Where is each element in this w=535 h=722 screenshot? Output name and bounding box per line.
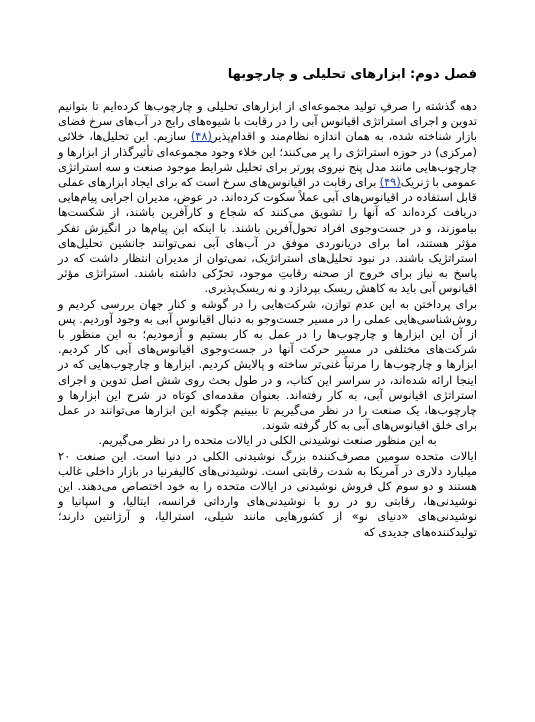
paragraph-2: برای پرداختن به این عدم توازن، شرکت‌هایی را در گوشه و کنار جهان بررسی کردیم و روش‌شناسی‌هایی عملی را در مسیر جست‌وجو به دنبال اقیانوس آبی به وجود آوردیم. پس از آن این ابزارها و چارچوب‌ها را در عمل به کار بستیم و آزمودیم؛ به این منظور با شرکت‌های مختلفی در مسیر حرکت آنها در جست‌وجوی اقیانوس‌های آبی کار کردیم. ابزارها و چارچوب‌ها را مرتباً غنی‌تر ساخته و پالایش کردیم. ابزارها و چارچوب‌هایی که در اینجا ارائه شده‌اند، در سراسر این کتاب، و در طول بحث روی شش اصل تدوین و اجرای استراتژی اقیانوس آبی، به کار رفته‌اند. بعنوان مقدمه‌ای کوتاه در شرح این ابزارها و چارچوب‌ها، یک صنعت را در نظر می‌گیریم تا ببینیم چگونه این ابزارها می‌توانند در عمل برای خلق اقیانوس‌های آبی به کار گرفته شوند.	[58, 296, 477, 433]
chapter-heading: فصل دوم: ابزارهای تحلیلی و چارچوبها	[227, 67, 477, 82]
paragraph-4: ایالات متحده سومین مصرف‌کننده بزرگ نوشیدنی الکلی در دنیا است. این صنعت ۲۰ میلیارد دلاری در آمریکا به شدت رقابتی است. نوشیدنی‌های کالیفرنیا در بازار داخلی غالب هستند و دو سوم کل فروش نوشیدنی در ایالات متحده را به خود اختصاص می‌دهند. این نوشیدنی‌ها، رقابتی رو در رو با نوشیدنی‌های وارداتی فرانسه، ایتالیا، و اسپانیا و نوشیدنی‌های «دنیای نو» از کشورهایی مانند شیلی، استرالیا، و آرژانتین دارند؛ تولیدکننده‌های جدیدی که	[58, 448, 477, 539]
citation-link-49[interactable]: (۴۹)	[379, 175, 401, 190]
paragraph-1	[58, 99, 477, 297]
paragraph-1-part-3: برای رقابت در اقیانوس‌های سرخ است که برای ایجاد ابزارهای عملی قابل استفاده در اقیانوس‌های آبی عملاً سکوت کرده‌اند. در عوض، مدیران اجرایی پیام‌هایی دریافت کرده‌اند که آنها را تشویق می‌کنند که شجاع و کارآفرین باشند، از شکست‌ها بیاموزند، و در جست‌وجوی افراد تحول‌آفرین باشند. با اینکه این پیام‌ها در انگیزش تفکر مؤثر هستند، اما برای دریانوردی موفق در آب‌های آبی نمی‌توانند جانشین تحلیل‌های استراتژیک باشند. در نبود تحلیل‌های استراتژیک، نمی‌توان از مدیران انتظار داشت که در پاسخ به نیاز برای خروج از صحنه رقابتِ موجود، تحرّکی داشته باشند. استراتژی مؤثر اقیانوس آبی باید به کاهش ریسک بپردازد و نه ریسک‌پذیری.	[58, 175, 477, 296]
chapter-body	[58, 99, 477, 540]
paragraph-1-part-1: دهه گذشته را صرفِ تولید مجموعه‌ای از ابزارهای تحلیلی و چارچوب‌ها کرده‌ایم تا بتوانیم تدوین و اجرای استراتژی اقیانوس آبی را در رقابت با شیوه‌های رایج در آب‌های سرخ فضای بازار شناخته شده، به همان اندازه نظام‌مند و اقدام‌پذیر	[58, 99, 477, 144]
citation-link-48[interactable]: (۴۸)	[190, 129, 212, 144]
paragraph-1-part-2: سازیم. این تحلیل‌ها، خلائی (مرکزی) در حوزه استراتژی را پر می‌کنند؛ این خلاء وجود مجموعه‌ای تأثیرگذار از ابزارها و چارچوب‌هایی مانند مدل پنج نیروی پورتر برای تحلیل شرایط موجود صنعت و سه استراتژی عمومی با ژنریک	[58, 129, 477, 190]
paragraph-3: به این منظور صنعت نوشیدنی الکلی در ایالات متحده را در نظر می‌گیریم.	[98, 433, 437, 448]
